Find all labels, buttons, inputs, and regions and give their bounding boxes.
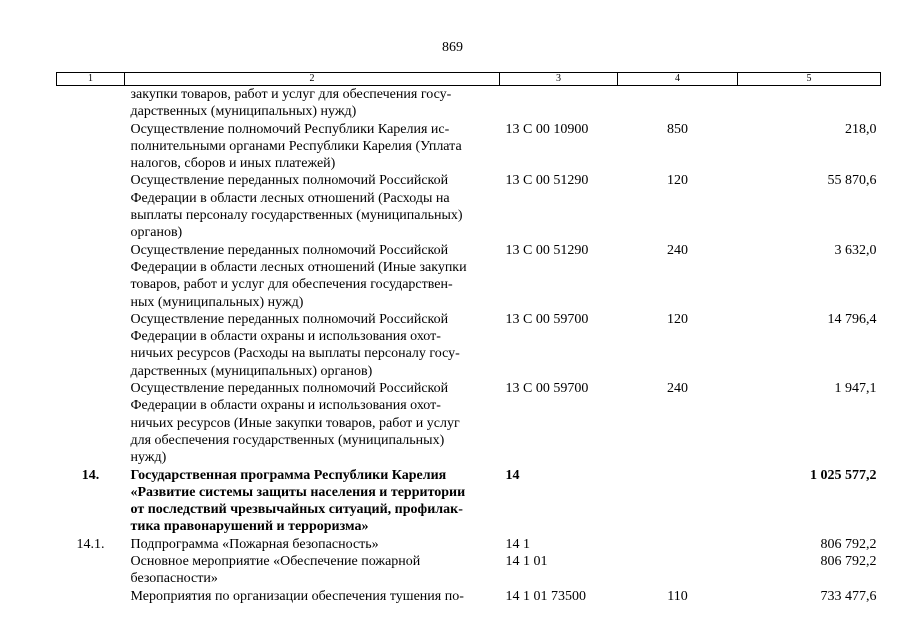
column-number-3: 3 — [500, 73, 618, 86]
row-amount: 3 632,0 — [834, 242, 877, 258]
description-line: Осуществление полномочий Республики Карелия ис- — [130, 121, 450, 137]
description-line: Осуществление переданных полномочий Российской — [130, 173, 449, 189]
description-line: ных (муниципальных) нужд) — [130, 294, 304, 310]
row-amount: 14 796,4 — [827, 311, 877, 327]
row-description — [125, 172, 500, 241]
row-amount: 55 870,6 — [827, 173, 877, 189]
page-number: 869 — [442, 40, 463, 55]
table-row — [57, 86, 881, 121]
description-line: Осуществление переданных полномочий Российской — [130, 381, 449, 397]
budget-table — [56, 72, 881, 605]
description-line: закупки товаров, работ и услуг для обеспечения госу- — [130, 87, 452, 102]
description-line: нужд) — [130, 450, 167, 466]
row-code: 13 С 00 59700 — [505, 381, 589, 397]
row-expense-type: 240 — [667, 242, 688, 258]
row-description — [125, 467, 500, 536]
description-line: Основное мероприятие «Обеспечение пожарной — [130, 554, 421, 570]
description-line: органов) — [130, 225, 183, 241]
row-code: 13 С 00 51290 — [505, 242, 589, 258]
description-line: Подпрограмма «Пожарная безопасность» — [130, 536, 379, 552]
description-line: дарственных (муниципальных) нужд) — [130, 104, 357, 120]
row-code: 14 — [505, 467, 520, 483]
table-row — [57, 172, 881, 241]
row-number — [57, 588, 125, 605]
row-number — [57, 86, 125, 121]
table-row — [57, 467, 881, 536]
row-expense-type: 120 — [667, 173, 688, 189]
row-code: 13 С 00 59700 — [505, 311, 589, 327]
row-amount: 1 947,1 — [834, 381, 877, 397]
description-line: тика правонарушений и терроризма» — [130, 519, 369, 535]
row-number: 14.1. — [76, 536, 105, 552]
row-number — [57, 553, 125, 588]
row-description — [125, 86, 500, 121]
description-line: Осуществление переданных полномочий Российской — [130, 311, 449, 327]
table-row — [57, 311, 881, 380]
row-expense-type: 850 — [667, 121, 688, 137]
column-number-1: 1 — [57, 73, 125, 86]
row-description — [125, 536, 500, 553]
row-amount: 1 025 577,2 — [810, 467, 877, 483]
description-line: налогов, сборов и иных платежей) — [130, 156, 336, 172]
table-row — [57, 380, 881, 466]
row-number — [57, 380, 125, 466]
row-amount: 218,0 — [845, 121, 877, 137]
row-expense-type — [618, 467, 738, 536]
row-description — [125, 380, 500, 466]
row-code — [500, 86, 618, 121]
row-number — [57, 311, 125, 380]
description-line: выплаты персоналу государственных (муниципальных) — [130, 208, 463, 224]
description-line: Федерации в области охраны и использования охот- — [130, 398, 441, 414]
description-line: Федерации в области лесных отношений (Иные закупки — [130, 259, 467, 275]
row-amount: 733 477,6 — [820, 588, 877, 604]
row-code: 14 1 — [505, 536, 530, 552]
row-description — [125, 311, 500, 380]
row-description — [125, 121, 500, 173]
description-line: Федерации в области лесных отношений (Расходы на — [130, 190, 450, 206]
row-code: 13 С 00 10900 — [505, 121, 589, 137]
row-code: 14 1 01 73500 — [505, 588, 586, 604]
description-line: дарственных (муниципальных) органов) — [130, 363, 373, 379]
row-number — [57, 121, 125, 173]
description-line: безопасности» — [130, 571, 218, 587]
description-line: Мероприятия по организации обеспечения тушения по- — [130, 588, 464, 604]
column-number-4: 4 — [618, 73, 738, 86]
description-line: Осуществление переданных полномочий Российской — [130, 242, 449, 258]
row-expense-type — [618, 86, 738, 121]
row-number — [57, 242, 125, 311]
description-line: ничьих ресурсов (Расходы на выплаты персоналу госу- — [130, 346, 460, 362]
row-code: 13 С 00 51290 — [505, 173, 589, 189]
column-number-5: 5 — [738, 73, 881, 86]
row-expense-type: 110 — [667, 588, 688, 604]
row-description — [125, 553, 500, 588]
description-line: для обеспечения государственных (муниципальных) — [130, 432, 445, 448]
row-number — [57, 172, 125, 241]
row-amount: 806 792,2 — [820, 536, 877, 552]
description-line: Государственная программа Республики Карелия — [130, 467, 447, 483]
row-amount: 806 792,2 — [820, 554, 877, 570]
description-line: от последствий чрезвычайных ситуаций, профилак- — [130, 502, 463, 518]
row-amount — [738, 86, 881, 121]
row-description — [125, 242, 500, 311]
table-row — [57, 588, 881, 605]
row-code: 14 1 01 — [505, 554, 548, 570]
table-body — [57, 86, 881, 605]
description-line: Федерации в области охраны и использования охот- — [130, 329, 441, 345]
row-expense-type — [618, 553, 738, 588]
row-expense-type: 240 — [667, 381, 688, 397]
table-row — [57, 121, 881, 173]
description-line: «Развитие системы защиты населения и территории — [130, 484, 466, 500]
description-line: полнительными органами Республики Карелия (Уплата — [130, 138, 462, 154]
table-row — [57, 242, 881, 311]
table-row — [57, 536, 881, 553]
column-number-2: 2 — [125, 73, 500, 86]
description-line: ничьих ресурсов (Иные закупки товаров, работ и услуг — [130, 415, 460, 431]
row-expense-type: 120 — [667, 311, 688, 327]
table-row — [57, 553, 881, 588]
row-description — [125, 588, 500, 605]
column-number-row — [57, 73, 881, 86]
row-expense-type — [618, 536, 738, 553]
description-line: товаров, работ и услуг для обеспечения государствен- — [130, 277, 453, 293]
row-number: 14. — [81, 467, 100, 483]
